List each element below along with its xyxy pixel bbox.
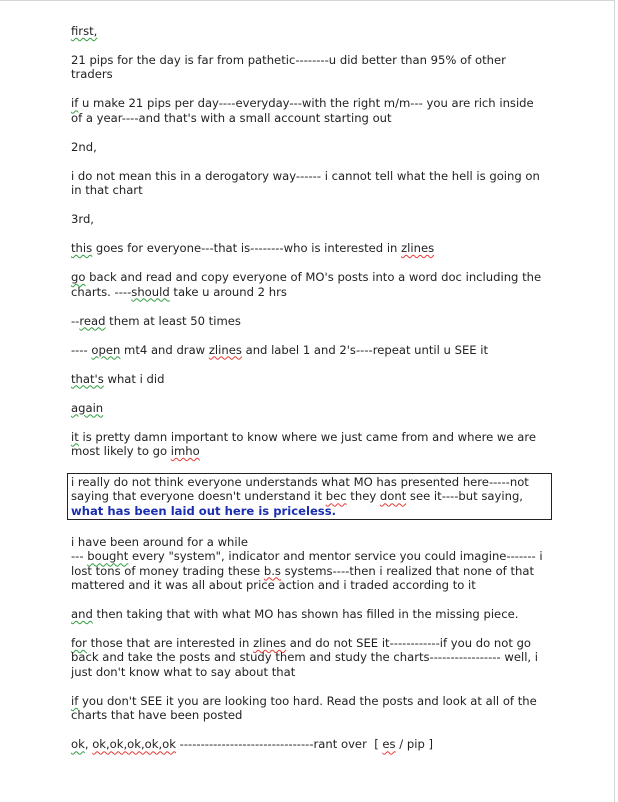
text-run: goes for everyone---that is--------who is interested in <box>92 241 402 256</box>
spellcheck-word: bought <box>87 549 129 564</box>
spellcheck-word: should <box>131 284 170 299</box>
paragraph <box>71 430 546 459</box>
text-run: those that are interested in <box>86 636 254 651</box>
text-run: i do not mean this in a derogatory way------ i cannot tell what the hell is going on in that chart <box>71 168 544 198</box>
text-run: then taking that with what MO has shown has filled in the missing piece. <box>92 607 519 622</box>
spellcheck-word: bec <box>325 489 347 504</box>
document-body <box>71 24 546 766</box>
text-run: take u around 2 hrs <box>169 284 287 299</box>
text-run: what i did <box>103 371 165 386</box>
paragraph <box>71 212 546 226</box>
text-run: u make 21 pips per day----everyday---with the right m/m--- you are rich inside of a year----and that's with a small account starting out <box>71 96 538 125</box>
text-run: every "system", indicator and mentor service you could imagine------- i lost tons of money trading these <box>71 549 547 578</box>
spellcheck-word: go <box>71 270 86 285</box>
spellcheck-word: b.s <box>263 563 281 578</box>
spellcheck-word: for <box>71 636 87 651</box>
page-border-top <box>0 0 614 1</box>
paragraph <box>71 535 546 593</box>
spellcheck-word: ok,ok,ok,ok,ok <box>92 737 176 752</box>
text-run: you don't SEE it you are looking too hard. Read the posts and look at all of the charts that have been posted <box>71 693 541 723</box>
text-run: 3rd, <box>71 212 94 227</box>
spellcheck-word: if <box>71 693 79 708</box>
text-run: and label 1 and 2's----repeat until u SEE it <box>241 342 489 357</box>
text-run: they <box>346 489 380 504</box>
text-run: and do not SEE it------------if you do not go back and take the posts and study them and study the charts----------------- well, i just don't know what to say about that <box>71 636 542 679</box>
text-run: systems----then i realized that none of that mattered and it was all about price action and i traded according to it <box>71 563 538 593</box>
spellcheck-word: zlines <box>208 342 242 357</box>
paragraph <box>71 140 546 154</box>
text-run: -- <box>71 313 80 328</box>
text-run: them at least 50 times <box>105 313 241 328</box>
text-run: see it----but saying, <box>406 489 527 504</box>
text-run: back and read and copy everyone of MO's posts into a word doc including the charts. ---- <box>71 270 545 299</box>
paragraph <box>71 372 546 386</box>
spellcheck-word: and <box>71 607 93 622</box>
paragraph <box>71 401 546 415</box>
text-run: ---- <box>71 342 92 357</box>
text-run: mt4 and draw <box>120 342 209 357</box>
spellcheck-word: open <box>91 342 121 357</box>
spellcheck-word: first, <box>71 24 98 38</box>
highlighted-text: what has been laid out here is priceless. <box>71 503 337 518</box>
text-run: / pip ] <box>395 737 434 752</box>
text-run: is pretty damn important to know where we just came from and where we are most likely to go <box>71 429 540 459</box>
paragraph <box>71 53 546 82</box>
spellcheck-word: that's <box>71 371 104 386</box>
spellcheck-word: zlines <box>401 241 435 256</box>
paragraph <box>71 694 546 723</box>
spellcheck-word: ok <box>71 737 85 752</box>
text-run: , <box>84 737 93 752</box>
paragraph <box>71 607 546 621</box>
text-run: i have been around for a while --- <box>71 534 248 564</box>
spellcheck-word: read <box>79 313 106 328</box>
spellcheck-word: zlines <box>253 636 287 651</box>
paragraph <box>71 270 546 299</box>
text-run: 2nd, <box>71 139 97 154</box>
paragraph <box>71 169 546 198</box>
paragraph <box>71 241 546 255</box>
page-border-right <box>614 0 615 802</box>
quote-box <box>67 473 552 520</box>
paragraph <box>71 24 546 38</box>
spellcheck-word: imho <box>170 444 200 459</box>
paragraph <box>71 636 546 679</box>
spellcheck-word: again <box>71 400 104 415</box>
paragraph <box>71 737 546 751</box>
spellcheck-word: dont <box>379 489 407 504</box>
spellcheck-word: es <box>382 737 396 752</box>
text-run: i really do not think everyone understands what MO has presented here-----not saying that everyone doesn't understand it <box>71 475 533 504</box>
text-run: 21 pips for the day is far from pathetic--------u did better than 95% of other traders <box>71 53 510 82</box>
paragraph <box>71 343 546 357</box>
paragraph <box>71 314 546 328</box>
paragraph <box>71 96 546 125</box>
text-run: --------------------------------rant over [ <box>175 737 383 752</box>
spellcheck-word: if <box>71 96 79 111</box>
spellcheck-word: it <box>71 429 79 444</box>
spellcheck-word: this <box>71 241 93 256</box>
